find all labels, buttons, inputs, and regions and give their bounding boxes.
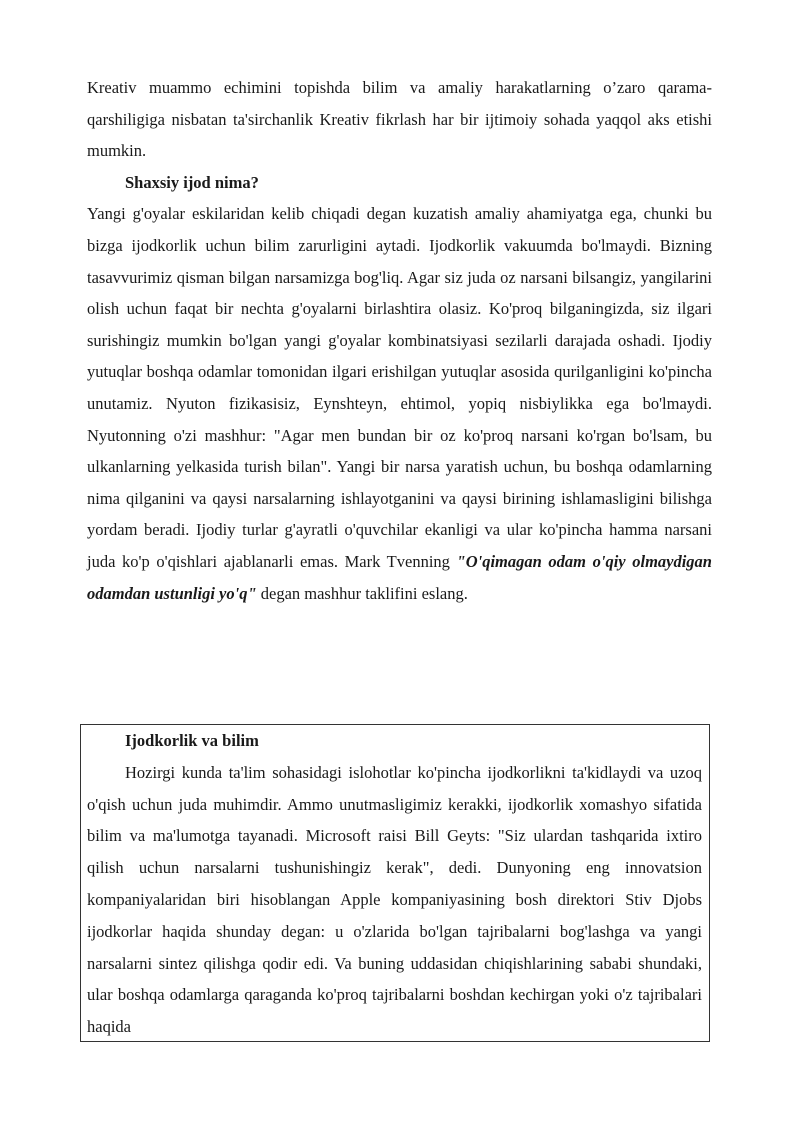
text-box-ijodkorlik-va-bilim (80, 724, 710, 1042)
twain-quote: "O'qimagan odam o'qiy olmaydigan odamdan ustunligi yo'q" (87, 551, 712, 603)
box-paragraph: Hozirgi kunda ta'lim sohasidagi islohotlar ko'pincha ijodkorlikni ta'kidlaydi va uzoq o'qish uchun juda muhimdir. Ammo unutmasligimiz kerakki, ijodkorlik xomashyo sifatida bilim va ma'lumotga tayanadi. Microsoft raisi Bill Geyts: "Siz ulardan tashqarida ixtiro qilish uchun narsalarni tushunishingiz kerak", dedi. Dunyoning eng innovatsion kompaniyalaridan biri hisoblangan Apple kompaniyasining bosh direktori Stiv Djobs ijodkorlar haqida shunday degan: u o'zlarida bo'lgan tajribalarni bog'lashga va yangi narsalarni sintez qilishga qodir edi. Va buning uddasidan chiqishlarining sababi shundaki, ular boshqa odamlarga qaraganda ko'proq tajribalarni boshdan kechirgan yoki o'z tajribalari haqida (87, 762, 702, 1037)
section-body-tail: degan mashhur taklifini eslang. (256, 583, 468, 603)
section-body-shaxsiy-ijod (87, 198, 712, 609)
intro-paragraph: Kreativ muammo echimini topishda bilim va amaliy harakatlarning o’zaro qarama-qarshiligiga nisbatan ta'sirchanlik Kreativ fikrlash har bir ijtimoiy sohada yaqqol aks etishi mumkin. (87, 78, 712, 161)
box-heading: Ijodkorlik va bilim (125, 731, 259, 750)
section-body-text: Yangi g'oyalar eskilaridan kelib chiqadi degan kuzatish amaliy ahamiyatga ega, chunki bu bizga ijodkorlik uchun bilim zarurligini aytadi. Ijodkorlik vakuumda bo'lmaydi. Bizning tasavvurimiz qisman bilgan narsamizga bog'liq. Agar siz juda oz narsani bilsangiz, yangilarini olish uchun faqat bir nechta g'oyalarni birlashtira olasiz. Ko'proq bilganingizda, siz ilgari surishingiz mumkin bo'lgan yangi g'oyalar kombinatsiyasi sezilarli darajada oshadi. Ijodiy yutuqlar boshqa odamlar tomonidan ilgari erishilgan yutuqlar asosida qurilganligini ko'pincha unutamiz. Nyuton fizikasisiz, Eynshteyn, ehtimol, yopiq nisbiylikka ega bo'lmaydi. Nyutonning o'zi mashhur: "Agar men bundan bir oz ko'proq narsani ko'rgan bo'lsam, bu ulkanlarning yelkasida turish bilan". Yangi bir narsa yaratish uchun, bu boshqa odamlarning nima qilganini va qaysi narsalarning ishlayotganini va qaysi birining ishlamasligini bilishga yordam beradi. Ijodiy turlar g'ayratli o'quvchilar ekanligi va ular ko'pincha hamma narsani juda ko'p o'qishlari ajablanarli emas. Mark Tvenning (87, 204, 712, 571)
document-page (87, 72, 712, 609)
section-heading-shaxsiy-ijod: Shaxsiy ijod nima? (125, 172, 259, 192)
